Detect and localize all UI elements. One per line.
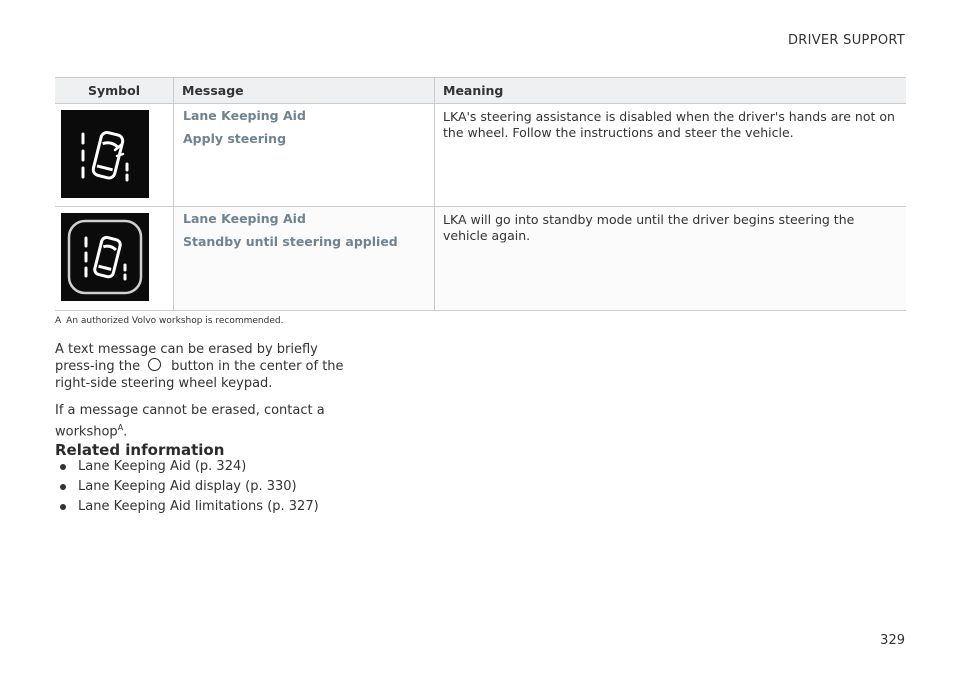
message-cell bbox=[174, 207, 435, 311]
message-cell bbox=[174, 104, 435, 207]
footnote bbox=[55, 316, 283, 326]
list-item[interactable] bbox=[55, 498, 319, 518]
footnote-marker: A bbox=[55, 316, 62, 326]
lane-keeping-aid-icon bbox=[61, 110, 149, 198]
message-title: Lane Keeping Aid bbox=[183, 211, 306, 226]
message-detail: Standby until steering applied bbox=[183, 234, 398, 249]
list-item[interactable] bbox=[55, 458, 319, 478]
table-row bbox=[55, 104, 906, 207]
message-detail: Apply steering bbox=[183, 131, 287, 146]
page-number: 329 bbox=[880, 633, 905, 648]
footnote-reference: A bbox=[117, 423, 124, 432]
footnote-text: An authorized Volvo workshop is recommended. bbox=[66, 316, 284, 326]
column-header-message: Message bbox=[174, 78, 435, 104]
related-information-heading: Related information bbox=[55, 441, 225, 459]
paragraph-erase bbox=[55, 341, 345, 392]
bullet-icon bbox=[60, 504, 66, 510]
paragraph-text: If a message cannot be erased, contact a workshop bbox=[55, 403, 325, 440]
meaning-text: LKA will go into standby mode until the driver begins steering the vehicle again. bbox=[443, 212, 855, 243]
paragraph-text: . bbox=[123, 424, 128, 440]
paragraph-text: button in the center of the right-side steering wheel keypad. bbox=[55, 359, 344, 391]
circle-button-icon bbox=[148, 358, 161, 371]
symbol-table bbox=[55, 77, 906, 311]
meaning-text: LKA's steering assistance is disabled when the driver's hands are not on the wheel. Follow the instructions and steer the vehicle. bbox=[443, 109, 895, 140]
column-header-meaning: Meaning bbox=[435, 78, 907, 104]
column-header-symbol: Symbol bbox=[55, 78, 174, 104]
running-head: DRIVER SUPPORT bbox=[787, 33, 905, 48]
related-link[interactable]: Lane Keeping Aid display (p. 330) bbox=[78, 479, 297, 494]
message-title: Lane Keeping Aid bbox=[183, 108, 306, 123]
table-row bbox=[55, 207, 906, 311]
related-information-list bbox=[55, 458, 319, 518]
symbol-cell bbox=[55, 207, 174, 311]
table-header-row bbox=[55, 78, 906, 104]
related-link[interactable]: Lane Keeping Aid limitations (p. 327) bbox=[78, 499, 319, 514]
paragraph-workshop bbox=[55, 402, 345, 440]
list-item[interactable] bbox=[55, 478, 319, 498]
lane-keeping-aid-framed-icon bbox=[61, 213, 149, 301]
meaning-cell bbox=[435, 104, 907, 207]
bullet-icon bbox=[60, 484, 66, 490]
bullet-icon bbox=[60, 464, 66, 470]
meaning-cell bbox=[435, 207, 907, 311]
related-link[interactable]: Lane Keeping Aid (p. 324) bbox=[78, 459, 247, 474]
symbol-cell bbox=[55, 104, 174, 207]
paragraph-text: A text message can be erased by briefly press-ing the bbox=[55, 342, 318, 374]
body-text bbox=[55, 341, 345, 450]
